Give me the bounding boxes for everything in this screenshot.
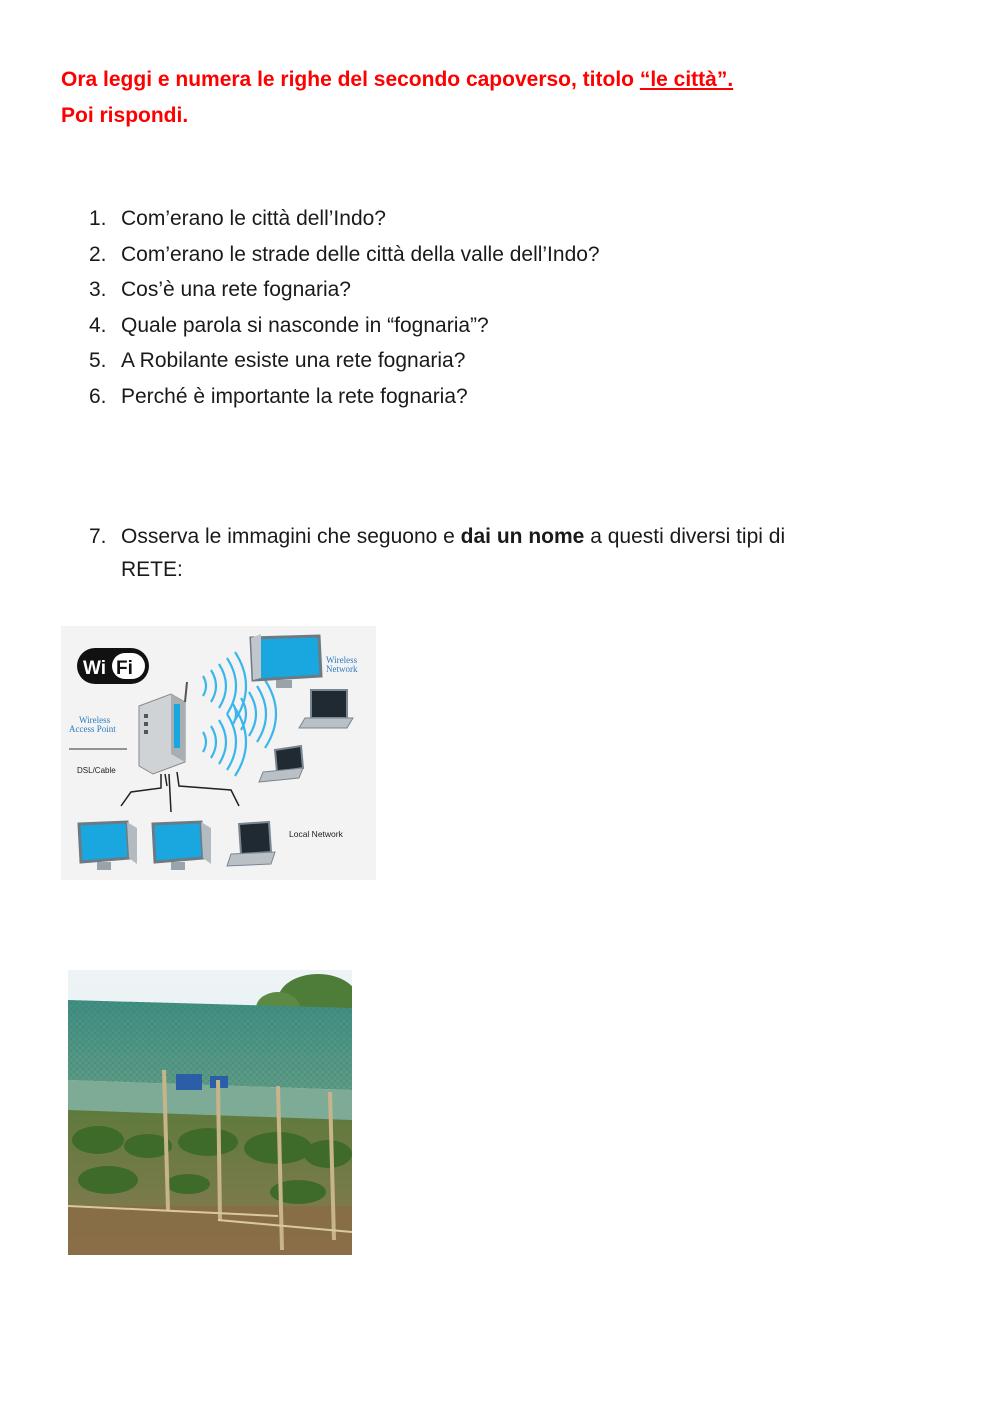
garden-net-photo <box>68 970 352 1255</box>
laptop-icon <box>299 690 353 728</box>
question-7-bold: dai un nome <box>460 525 585 548</box>
question-text: Quale parola si nasconde in “fognaria”? <box>121 313 489 337</box>
garden-net-illustration <box>68 970 352 1255</box>
question-list <box>89 201 909 414</box>
question-item <box>89 308 909 344</box>
instructions <box>61 62 961 134</box>
tractor <box>176 1074 202 1090</box>
question-text: Com’erano le città dell’Indo? <box>121 207 386 230</box>
label-wireless-network-2: Network <box>326 664 358 674</box>
question-text: Com’erano le strade delle città della valle dell’Indo? <box>121 242 600 266</box>
laptop-icon <box>259 746 303 782</box>
wifi-logo-right: Fi <box>116 658 133 679</box>
desktop-monitor-icon <box>79 822 137 870</box>
wifi-logo-left: Wi <box>83 658 107 679</box>
question-7 <box>89 520 909 586</box>
instruction-line-1 <box>61 62 961 98</box>
question-number: 2. <box>89 242 107 266</box>
question-item <box>89 379 909 415</box>
question-7-text: Osserva le immagini che seguono e <box>121 525 461 548</box>
label-wireless-network-1: Wireless <box>326 655 358 665</box>
question-item <box>89 272 909 308</box>
question-number: 3. <box>89 278 107 301</box>
question-item <box>89 237 909 273</box>
question-7-line-2: RETE: <box>121 558 183 581</box>
question-text: Perché è importante la rete fognaria? <box>121 384 468 408</box>
wireless-monitor-icon <box>251 634 321 688</box>
label-access-point-1: Wireless <box>79 715 111 725</box>
label-dsl-cable: DSL/Cable <box>77 766 116 775</box>
question-7-text-end: a questi diversi tipi di <box>584 525 786 548</box>
instruction-line-2: Poi rispondi. <box>61 104 189 127</box>
question-item <box>89 343 909 379</box>
instruction-text: Ora leggi e numera le righe del secondo capoverso, titolo <box>61 68 640 91</box>
wifi-network-image <box>61 626 376 880</box>
label-access-point-2: Access Point <box>69 724 116 734</box>
desktop-monitor-icon <box>153 822 211 870</box>
question-number: 6. <box>89 384 107 408</box>
instruction-title: “le città”. <box>639 68 734 91</box>
network-cables <box>121 772 239 812</box>
question-number: 4. <box>89 313 107 337</box>
wifi-logo <box>77 648 149 684</box>
question-text: Cos’è una rete fognaria? <box>121 278 351 301</box>
wifi-network-diagram <box>61 626 376 880</box>
question-number: 1. <box>89 207 107 230</box>
question-number: 5. <box>89 349 107 372</box>
label-local-network: Local Network <box>289 829 343 839</box>
question-item <box>89 201 909 237</box>
question-number: 7. <box>89 525 107 548</box>
question-7-line-1 <box>89 520 909 553</box>
question-text: A Robilante esiste una rete fognaria? <box>121 349 466 372</box>
access-point-icon <box>139 682 187 774</box>
laptop-icon <box>227 822 275 866</box>
